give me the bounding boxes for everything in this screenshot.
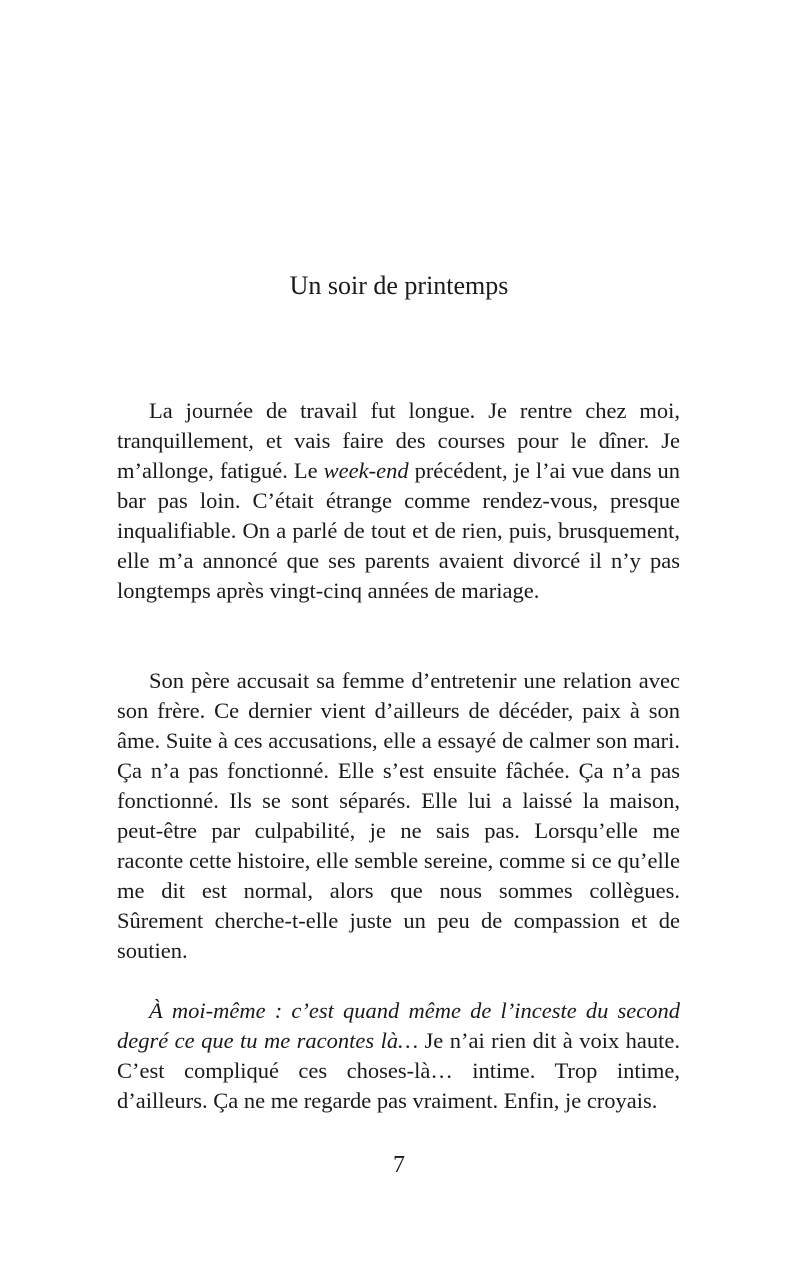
paragraph-1-italic: week-end — [323, 458, 409, 483]
paragraph-1-text-a: La journée de travail fut longue. Je rentre chez moi, tranquillement, et vais faire des courses pour le dîner. Je m’allonge, fatigué. Le — [117, 398, 680, 483]
chapter-title: Un soir de printemps — [289, 271, 509, 300]
paragraph-2 — [117, 666, 680, 966]
paragraph-2-text: Son père accusait sa femme d’entretenir une relation avec son frère. Ce dernier vient d’ailleurs de décéder, paix à son âme. Suite à ces accusations, elle a essayé de calmer son mari. Ça n’a pas fonctionné. Elle s’est ensuite fâchée. Ça n’a pas fonctionné. Ils se sont séparés. Elle lui a laissé la maison, peut-être par culpabilité, je ne sais pas. Lorsqu’elle me raconte cette histoire, elle semble sereine, comme si ce qu’elle me dit est normal, alors que nous sommes collègues. Sûrement cherche-t-elle juste un peu de compassion et de soutien. — [117, 668, 680, 963]
page-number: 7 — [393, 1152, 405, 1178]
paragraph-3-italic: À moi-même : c’est quand même de l’inceste du second degré ce que tu me racontes là… — [117, 998, 680, 1053]
paragraph-3 — [117, 996, 680, 1116]
paragraph-3-text: Je n’ai rien dit à voix haute. C’est compliqué ces choses-là… intime. Trop intime, d’ailleurs. Ça ne me regarde pas vraiment. Enfin, je croyais. — [117, 1028, 680, 1113]
paragraph-1 — [117, 396, 680, 606]
paragraph-1-text-c: précédent, je l’ai vue dans un bar pas loin. C’était étrange comme rendez-vous, presque inqualifiable. On a parlé de tout et de rien, puis, brusquement, elle m’a annoncé que ses parents avaient divorcé il n’y pas longtemps après vingt-cinq années de mariage. — [117, 458, 680, 603]
